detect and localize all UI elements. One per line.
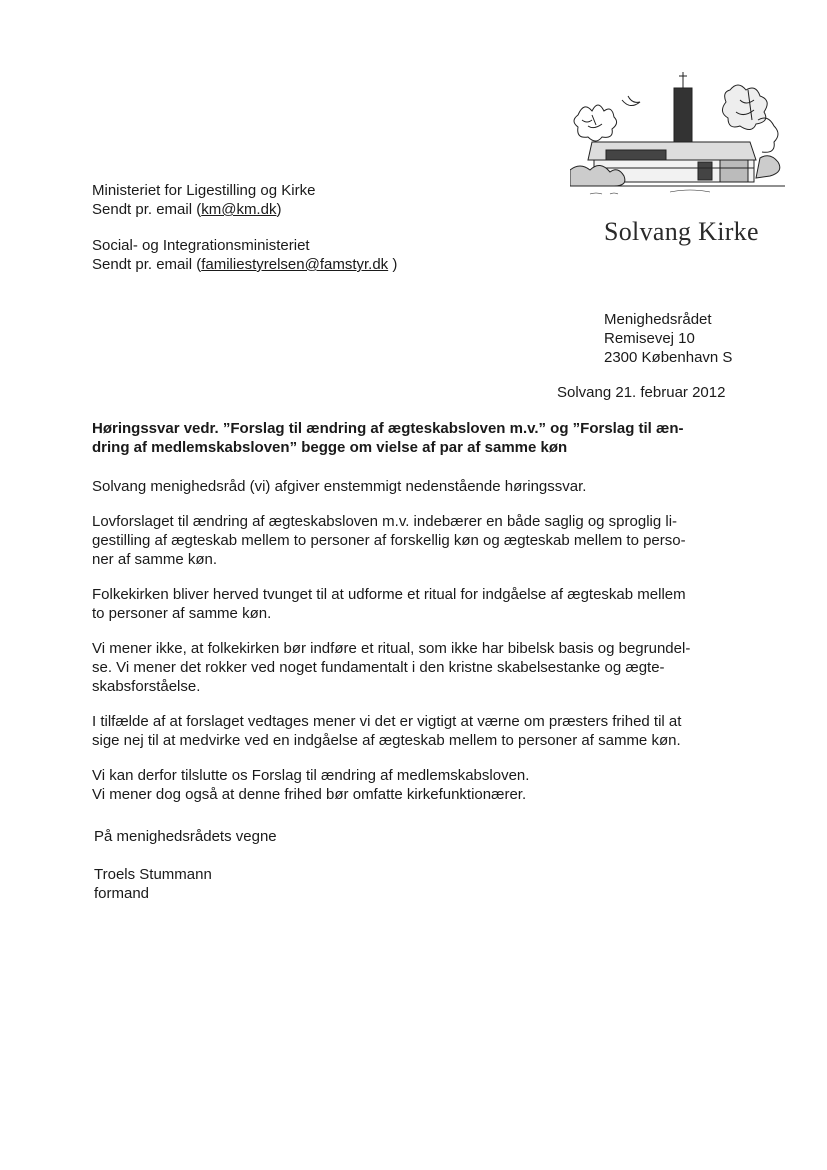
sender-line-3: 2300 København S xyxy=(604,349,733,366)
body-paragraph-2 xyxy=(92,512,742,569)
email-link[interactable]: km@km.dk xyxy=(201,201,277,218)
church-name: Solvang Kirke xyxy=(604,217,759,246)
paragraph-line: Vi kan derfor tilslutte os Forslag til ændring af medlemskabsloven. xyxy=(92,767,530,784)
body-paragraph-1 xyxy=(92,477,742,496)
letter-subject xyxy=(92,419,742,457)
paragraph-line: Lovforslaget til ændring af ægteskabsloven m.v. indebærer en både saglig og sproglig li- xyxy=(92,513,678,530)
letter-body xyxy=(92,477,742,820)
paragraph-line: Solvang menighedsråd (vi) afgiver enstemmigt nedenstående høringssvar. xyxy=(92,478,587,495)
email-prefix: Sendt pr. email ( xyxy=(92,201,202,218)
body-paragraph-3 xyxy=(92,585,742,623)
signoff: På menighedsrådets vegne xyxy=(94,828,277,845)
recipient-name: Ministeriet for Ligestilling og Kirke xyxy=(92,182,316,199)
email-prefix: Sendt pr. email ( xyxy=(92,256,202,273)
body-paragraph-4 xyxy=(92,639,742,696)
sender-line-1: Menighedsrådet xyxy=(604,311,712,328)
paragraph-line: Vi mener dog også at denne frihed bør omfatte kirkefunktionærer. xyxy=(92,786,527,803)
recipients-block xyxy=(92,181,397,291)
body-paragraph-6 xyxy=(92,766,742,804)
church-drawing-illustration xyxy=(570,60,785,200)
paragraph-line: se. Vi mener det rokker ved noget fundamentalt i den kristne skabelsestanke og ægte- xyxy=(92,659,665,676)
paragraph-line: sige nej til at medvirke ved en indgåelse af ægteskab mellem to personer af samme køn. xyxy=(92,732,681,749)
subject-line-2: dring af medlemskabsloven” begge om vielse af par af samme køn xyxy=(92,439,568,456)
paragraph-line: to personer af samme køn. xyxy=(92,605,272,622)
paragraph-line: skabsforståelse. xyxy=(92,678,201,695)
signer-name: Troels Stummann xyxy=(94,866,212,883)
sender-address xyxy=(604,310,732,367)
signer-block xyxy=(94,865,212,903)
recipient-email-line xyxy=(92,200,397,219)
email-suffix: ) xyxy=(388,256,398,273)
signer-title: formand xyxy=(94,885,150,902)
subject-line-1: Høringssvar vedr. ”Forslag til ændring af ægteskabsloven m.v.” og ”Forslag til æn- xyxy=(92,420,684,437)
recipient-ministry-church xyxy=(92,181,397,219)
body-paragraph-5 xyxy=(92,712,742,750)
email-suffix: ) xyxy=(276,201,282,218)
paragraph-line: I tilfælde af at forslaget vedtages mener vi det er vigtigt at værne om præsters frihed til at xyxy=(92,713,682,730)
email-link[interactable]: familiestyrelsen@famstyr.dk xyxy=(201,256,389,273)
paragraph-line: Vi mener ikke, at folkekirken bør indføre et ritual, som ikke har bibelsk basis og begrundel- xyxy=(92,640,691,657)
letter-date: Solvang 21. februar 2012 xyxy=(557,384,726,401)
paragraph-line: ner af samme køn. xyxy=(92,551,218,568)
paragraph-line: Folkekirken bliver herved tvunget til at udforme et ritual for indgåelse af ægteskab mellem xyxy=(92,586,686,603)
recipient-name: Social- og Integrationsministeriet xyxy=(92,237,310,254)
recipient-ministry-social xyxy=(92,236,397,274)
sender-line-2: Remisevej 10 xyxy=(604,330,695,347)
recipient-email-line xyxy=(92,255,397,274)
paragraph-line: gestilling af ægteskab mellem to personer af forskellig køn og ægteskab mellem to perso- xyxy=(92,532,686,549)
